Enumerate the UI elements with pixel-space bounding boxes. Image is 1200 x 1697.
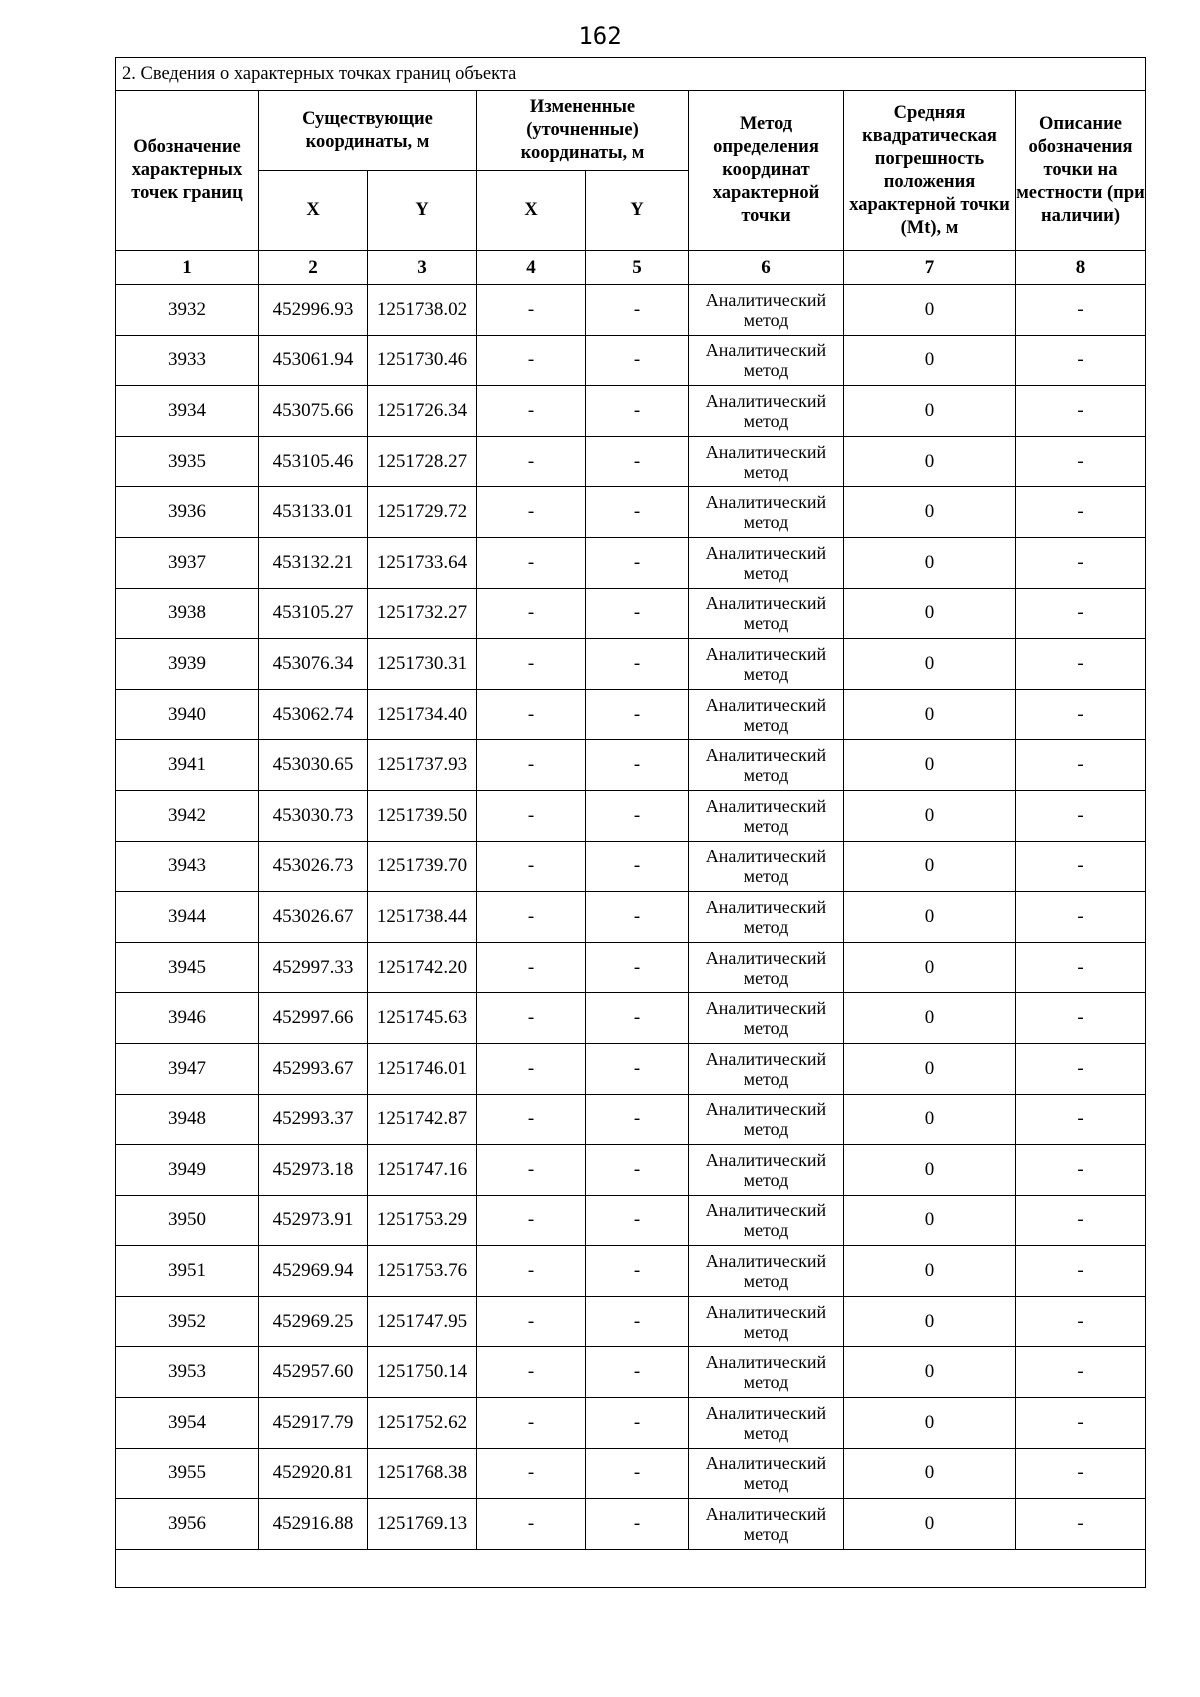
x-cell: 452957.60 [259, 1347, 368, 1398]
point-cell: 3933 [116, 335, 259, 386]
header-error: Средняя квадратическая погрешность положения характерной точки (Mt), м [844, 91, 1016, 251]
mt-cell: 0 [844, 588, 1016, 639]
description-cell: - [1016, 1145, 1146, 1196]
mt-cell: 0 [844, 1043, 1016, 1094]
x-changed-cell: - [477, 1195, 586, 1246]
y-changed-cell: - [586, 1195, 689, 1246]
mt-cell: 0 [844, 285, 1016, 336]
x-changed-cell: - [477, 740, 586, 791]
y-changed-cell: - [586, 740, 689, 791]
mt-cell: 0 [844, 1094, 1016, 1145]
x-cell: 452973.18 [259, 1145, 368, 1196]
x-cell: 452997.33 [259, 942, 368, 993]
method-cell [689, 1499, 844, 1550]
column-number: 1 [116, 251, 259, 285]
y-cell: 1251742.20 [368, 942, 477, 993]
description-cell: - [1016, 1499, 1146, 1550]
header-existing-coords: Существующие координаты, м [259, 91, 477, 171]
mt-cell: 0 [844, 993, 1016, 1044]
point-cell: 3945 [116, 942, 259, 993]
point-cell: 3950 [116, 1195, 259, 1246]
table-row [116, 588, 1146, 639]
method-text: Аналитический [705, 1149, 827, 1170]
method-text: Аналитический [705, 289, 827, 310]
method-cell [689, 1195, 844, 1246]
column-number: 4 [477, 251, 586, 285]
y-cell: 1251726.34 [368, 386, 477, 437]
description-cell: - [1016, 689, 1146, 740]
y-cell: 1251738.44 [368, 892, 477, 943]
description-cell: - [1016, 1094, 1146, 1145]
method-text: Аналитический [705, 340, 827, 361]
y-changed-cell: - [586, 487, 689, 538]
y-cell: 1251739.70 [368, 841, 477, 892]
header-x-existing: X [259, 171, 368, 251]
method-text: Аналитический [705, 593, 827, 614]
table-row [116, 285, 1146, 336]
method-cell [689, 790, 844, 841]
x-changed-cell: - [477, 689, 586, 740]
description-cell: - [1016, 537, 1146, 588]
x-cell: 452996.93 [259, 285, 368, 336]
description-cell: - [1016, 1043, 1146, 1094]
table-row [116, 639, 1146, 690]
y-changed-cell: - [586, 1499, 689, 1550]
x-changed-cell: - [477, 1145, 586, 1196]
x-changed-cell: - [477, 1448, 586, 1499]
y-cell: 1251747.95 [368, 1296, 477, 1347]
y-cell: 1251733.64 [368, 537, 477, 588]
method-text: метод [743, 815, 789, 836]
column-number: 5 [586, 251, 689, 285]
method-text: метод [743, 1220, 789, 1241]
method-text: метод [743, 1372, 789, 1393]
description-cell: - [1016, 942, 1146, 993]
description-cell: - [1016, 1296, 1146, 1347]
point-cell: 3936 [116, 487, 259, 538]
y-changed-cell: - [586, 436, 689, 487]
table-row [116, 1398, 1146, 1449]
description-cell: - [1016, 436, 1146, 487]
y-cell: 1251732.27 [368, 588, 477, 639]
table-row [116, 386, 1146, 437]
mt-cell: 0 [844, 639, 1016, 690]
x-cell: 453105.27 [259, 588, 368, 639]
mt-cell: 0 [844, 689, 1016, 740]
x-changed-cell: - [477, 537, 586, 588]
mt-cell: 0 [844, 790, 1016, 841]
x-cell: 452920.81 [259, 1448, 368, 1499]
method-text: метод [743, 663, 789, 684]
mt-cell: 0 [844, 1145, 1016, 1196]
page-number: 162 [578, 22, 622, 50]
table-row [116, 1145, 1146, 1196]
method-text: метод [743, 1169, 789, 1190]
table-row [116, 1246, 1146, 1297]
x-changed-cell: - [477, 1094, 586, 1145]
x-cell: 453030.73 [259, 790, 368, 841]
column-number: 2 [259, 251, 368, 285]
y-changed-cell: - [586, 1094, 689, 1145]
x-changed-cell: - [477, 588, 586, 639]
method-text: Аналитический [705, 1504, 827, 1525]
method-text: метод [743, 613, 789, 634]
method-text: Аналитический [705, 694, 827, 715]
mt-cell: 0 [844, 537, 1016, 588]
y-changed-cell: - [586, 537, 689, 588]
point-cell: 3934 [116, 386, 259, 437]
description-cell: - [1016, 335, 1146, 386]
method-text: Аналитический [705, 1352, 827, 1373]
description-cell: - [1016, 892, 1146, 943]
method-cell [689, 436, 844, 487]
header-point-designation: Обозначение характерных точек границ [116, 91, 259, 251]
point-cell: 3935 [116, 436, 259, 487]
point-cell: 3949 [116, 1145, 259, 1196]
table-row [116, 1499, 1146, 1550]
y-changed-cell: - [586, 942, 689, 993]
method-cell [689, 1347, 844, 1398]
method-cell [689, 993, 844, 1044]
x-cell: 452993.37 [259, 1094, 368, 1145]
section-title: 2. Сведения о характерных точках границ объекта [116, 58, 1146, 91]
method-text: Аналитический [705, 998, 827, 1019]
method-text: метод [743, 967, 789, 988]
method-cell [689, 639, 844, 690]
point-cell: 3941 [116, 740, 259, 791]
x-changed-cell: - [477, 1499, 586, 1550]
x-changed-cell: - [477, 335, 586, 386]
mt-cell: 0 [844, 1195, 1016, 1246]
method-text: метод [743, 1422, 789, 1443]
method-text: Аналитический [705, 390, 827, 411]
description-cell: - [1016, 1195, 1146, 1246]
table-row [116, 1094, 1146, 1145]
table-row [116, 335, 1146, 386]
y-cell: 1251768.38 [368, 1448, 477, 1499]
method-text: метод [743, 461, 789, 482]
method-text: метод [743, 410, 789, 431]
point-cell: 3937 [116, 537, 259, 588]
method-text: Аналитический [705, 745, 827, 766]
x-cell: 453030.65 [259, 740, 368, 791]
y-cell: 1251730.31 [368, 639, 477, 690]
mt-cell: 0 [844, 386, 1016, 437]
method-text: Аналитический [705, 542, 827, 563]
table-row [116, 892, 1146, 943]
x-changed-cell: - [477, 285, 586, 336]
x-cell: 453026.67 [259, 892, 368, 943]
description-cell: - [1016, 740, 1146, 791]
y-changed-cell: - [586, 639, 689, 690]
y-cell: 1251747.16 [368, 1145, 477, 1196]
y-changed-cell: - [586, 790, 689, 841]
header-method: Метод определения координат характерной точки [689, 91, 844, 251]
y-cell: 1251769.13 [368, 1499, 477, 1550]
description-cell: - [1016, 386, 1146, 437]
mt-cell: 0 [844, 1499, 1016, 1550]
x-changed-cell: - [477, 386, 586, 437]
x-cell: 452993.67 [259, 1043, 368, 1094]
method-text: метод [743, 1068, 789, 1089]
x-changed-cell: - [477, 1246, 586, 1297]
x-cell: 453075.66 [259, 386, 368, 437]
x-changed-cell: - [477, 790, 586, 841]
x-changed-cell: - [477, 1296, 586, 1347]
method-cell [689, 386, 844, 437]
mt-cell: 0 [844, 436, 1016, 487]
method-text: Аналитический [705, 1200, 827, 1221]
table-row [116, 993, 1146, 1044]
table-row [116, 537, 1146, 588]
method-cell [689, 537, 844, 588]
y-cell: 1251738.02 [368, 285, 477, 336]
mt-cell: 0 [844, 487, 1016, 538]
method-text: метод [743, 1321, 789, 1342]
method-text: метод [743, 309, 789, 330]
table-row [116, 740, 1146, 791]
x-changed-cell: - [477, 436, 586, 487]
mt-cell: 0 [844, 1296, 1016, 1347]
mt-cell: 0 [844, 841, 1016, 892]
x-changed-cell: - [477, 892, 586, 943]
method-text: метод [743, 1018, 789, 1039]
method-cell [689, 285, 844, 336]
y-cell: 1251753.29 [368, 1195, 477, 1246]
y-changed-cell: - [586, 689, 689, 740]
description-cell: - [1016, 1347, 1146, 1398]
y-changed-cell: - [586, 892, 689, 943]
table-footer-cell [116, 1549, 1146, 1587]
y-changed-cell: - [586, 1043, 689, 1094]
x-changed-cell: - [477, 993, 586, 1044]
table-row [116, 1195, 1146, 1246]
y-cell: 1251746.01 [368, 1043, 477, 1094]
x-cell: 452969.25 [259, 1296, 368, 1347]
method-cell [689, 740, 844, 791]
column-number: 8 [1016, 251, 1146, 285]
point-cell: 3948 [116, 1094, 259, 1145]
x-cell: 453133.01 [259, 487, 368, 538]
boundary-points-table [115, 57, 1146, 1588]
method-text: Аналитический [705, 1099, 827, 1120]
method-text: Аналитический [705, 643, 827, 664]
x-changed-cell: - [477, 942, 586, 993]
point-cell: 3942 [116, 790, 259, 841]
column-number: 6 [689, 251, 844, 285]
point-cell: 3946 [116, 993, 259, 1044]
method-cell [689, 588, 844, 639]
mt-cell: 0 [844, 335, 1016, 386]
method-text: метод [743, 714, 789, 735]
method-cell [689, 1246, 844, 1297]
method-text: Аналитический [705, 1402, 827, 1423]
y-cell: 1251730.46 [368, 335, 477, 386]
x-cell: 452916.88 [259, 1499, 368, 1550]
x-cell: 453105.46 [259, 436, 368, 487]
description-cell: - [1016, 285, 1146, 336]
method-text: метод [743, 916, 789, 937]
point-cell: 3938 [116, 588, 259, 639]
mt-cell: 0 [844, 1398, 1016, 1449]
method-text: метод [743, 1119, 789, 1140]
mt-cell: 0 [844, 740, 1016, 791]
description-cell: - [1016, 993, 1146, 1044]
y-cell: 1251745.63 [368, 993, 477, 1044]
header-changed-coords: Измененные (уточненные) координаты, м [477, 91, 689, 171]
y-cell: 1251737.93 [368, 740, 477, 791]
method-text: Аналитический [705, 896, 827, 917]
y-cell: 1251750.14 [368, 1347, 477, 1398]
table-row [116, 1448, 1146, 1499]
x-cell: 452973.91 [259, 1195, 368, 1246]
method-text: метод [743, 1524, 789, 1545]
x-cell: 453061.94 [259, 335, 368, 386]
table-row [116, 689, 1146, 740]
method-text: метод [743, 765, 789, 786]
point-cell: 3943 [116, 841, 259, 892]
y-cell: 1251753.76 [368, 1246, 477, 1297]
x-cell: 453076.34 [259, 639, 368, 690]
x-cell: 453132.21 [259, 537, 368, 588]
x-cell: 452969.94 [259, 1246, 368, 1297]
point-cell: 3951 [116, 1246, 259, 1297]
x-cell: 453026.73 [259, 841, 368, 892]
column-number: 3 [368, 251, 477, 285]
method-text: Аналитический [705, 441, 827, 462]
x-changed-cell: - [477, 841, 586, 892]
point-cell: 3940 [116, 689, 259, 740]
method-text: метод [743, 1271, 789, 1292]
description-cell: - [1016, 1246, 1146, 1297]
mt-cell: 0 [844, 1246, 1016, 1297]
y-changed-cell: - [586, 386, 689, 437]
description-cell: - [1016, 487, 1146, 538]
table-row [116, 487, 1146, 538]
method-text: метод [743, 866, 789, 887]
y-cell: 1251739.50 [368, 790, 477, 841]
method-text: Аналитический [705, 1048, 827, 1069]
point-cell: 3932 [116, 285, 259, 336]
method-text: Аналитический [705, 846, 827, 867]
point-cell: 3955 [116, 1448, 259, 1499]
method-text: Аналитический [705, 795, 827, 816]
method-text: Аналитический [705, 947, 827, 968]
method-cell [689, 335, 844, 386]
table-row [116, 790, 1146, 841]
method-cell [689, 1398, 844, 1449]
table-row [116, 841, 1146, 892]
method-cell [689, 1094, 844, 1145]
method-cell [689, 942, 844, 993]
description-cell: - [1016, 1448, 1146, 1499]
x-cell: 452997.66 [259, 993, 368, 1044]
mt-cell: 0 [844, 1347, 1016, 1398]
description-cell: - [1016, 639, 1146, 690]
description-cell: - [1016, 841, 1146, 892]
header-y-existing: Y [368, 171, 477, 251]
point-cell: 3953 [116, 1347, 259, 1398]
description-cell: - [1016, 790, 1146, 841]
method-text: метод [743, 562, 789, 583]
y-changed-cell: - [586, 1246, 689, 1297]
method-text: метод [743, 360, 789, 381]
x-cell: 453062.74 [259, 689, 368, 740]
x-changed-cell: - [477, 487, 586, 538]
method-text: Аналитический [705, 1251, 827, 1272]
point-cell: 3952 [116, 1296, 259, 1347]
method-cell [689, 487, 844, 538]
table-footer-row [116, 1549, 1146, 1587]
point-cell: 3947 [116, 1043, 259, 1094]
table-row [116, 942, 1146, 993]
y-changed-cell: - [586, 841, 689, 892]
y-cell: 1251728.27 [368, 436, 477, 487]
table-row [116, 1296, 1146, 1347]
x-changed-cell: - [477, 1398, 586, 1449]
method-cell [689, 1296, 844, 1347]
y-cell: 1251752.62 [368, 1398, 477, 1449]
table-row [116, 1347, 1146, 1398]
header-description: Описание обозначения точки на местности (при наличии) [1016, 91, 1146, 251]
x-changed-cell: - [477, 1043, 586, 1094]
method-cell [689, 1448, 844, 1499]
x-changed-cell: - [477, 1347, 586, 1398]
y-changed-cell: - [586, 1296, 689, 1347]
y-changed-cell: - [586, 1347, 689, 1398]
table-row [116, 1043, 1146, 1094]
y-changed-cell: - [586, 1448, 689, 1499]
header-y-changed: Y [586, 171, 689, 251]
mt-cell: 0 [844, 1448, 1016, 1499]
y-cell: 1251729.72 [368, 487, 477, 538]
table-row [116, 436, 1146, 487]
method-text: Аналитический [705, 1301, 827, 1322]
method-cell [689, 1145, 844, 1196]
y-changed-cell: - [586, 1398, 689, 1449]
method-cell [689, 1043, 844, 1094]
y-changed-cell: - [586, 335, 689, 386]
point-cell: 3956 [116, 1499, 259, 1550]
point-cell: 3939 [116, 639, 259, 690]
mt-cell: 0 [844, 942, 1016, 993]
table-body [116, 285, 1146, 1550]
method-text: метод [743, 1473, 789, 1494]
point-cell: 3944 [116, 892, 259, 943]
y-changed-cell: - [586, 993, 689, 1044]
y-changed-cell: - [586, 285, 689, 336]
method-text: метод [743, 512, 789, 533]
method-cell [689, 841, 844, 892]
description-cell: - [1016, 588, 1146, 639]
column-number: 7 [844, 251, 1016, 285]
y-changed-cell: - [586, 1145, 689, 1196]
method-text: Аналитический [705, 492, 827, 513]
method-cell [689, 892, 844, 943]
x-cell: 452917.79 [259, 1398, 368, 1449]
description-cell: - [1016, 1398, 1146, 1449]
y-cell: 1251742.87 [368, 1094, 477, 1145]
y-cell: 1251734.40 [368, 689, 477, 740]
method-text: Аналитический [705, 1453, 827, 1474]
x-changed-cell: - [477, 639, 586, 690]
method-cell [689, 689, 844, 740]
point-cell: 3954 [116, 1398, 259, 1449]
y-changed-cell: - [586, 588, 689, 639]
header-x-changed: X [477, 171, 586, 251]
mt-cell: 0 [844, 892, 1016, 943]
